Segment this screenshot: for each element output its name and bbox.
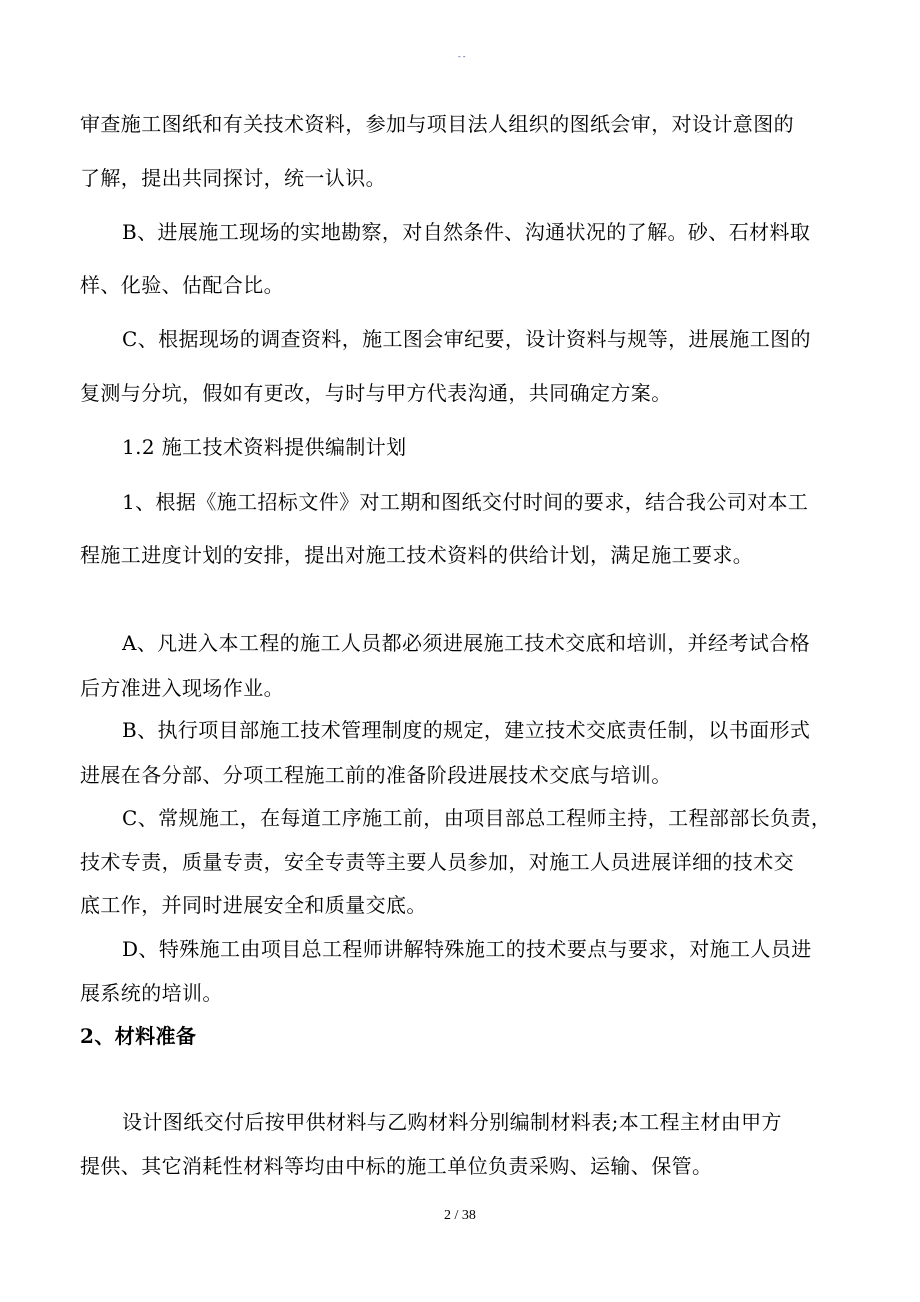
section-subheading: 1.2 施工技术资料提供编制计划 (122, 435, 407, 459)
body-text-line: 底工作，并同时进展安全和质量交底。 (80, 893, 427, 917)
body-text-line: B、执行项目部施工技术管理制度的规定，建立技术交底责任制，以书面形式 (122, 718, 811, 742)
body-text-line: 审查施工图纸和有关技术资料，参加与项目法人组织的图纸会审，对设计意图的 (80, 112, 794, 136)
section-heading: 2、材料准备 (80, 1024, 197, 1048)
body-text-line: 进展在各分部、分项工程施工前的准备阶段进展技术交底与培训。 (80, 763, 672, 787)
body-text-line: 展系统的培训。 (80, 981, 223, 1005)
body-text-line: 设计图纸交付后按甲供材料与乙购材料分别编制材料表;本工程主材由甲方 (122, 1110, 782, 1134)
body-text-line: B、进展施工现场的实地勘察，对自然条件、沟通状况的了解。砂、石材料取 (122, 220, 811, 244)
body-text-line: 了解，提出共同探讨，统一认识。 (80, 166, 386, 190)
body-text-line: C、常规施工，在每道工序施工前，由项目部总工程师主持，工程部部长负责， (122, 806, 832, 830)
body-text-line: 程施工进度计划的安排，提出对施工技术资料的供给计划，满足施工要求。 (80, 543, 754, 567)
body-text-line: 后方准进入现场作业。 (80, 676, 284, 700)
body-text-line: 提供、其它消耗性材料等均由中标的施工单位负责采购、运输、保管。 (80, 1154, 713, 1178)
body-text-line: 1、根据《施工招标文件》对工期和图纸交付时间的要求，结合我公司对本工 (122, 490, 809, 514)
body-text-line: A、凡进入本工程的施工人员都必须进展施工技术交底和培训，并经考试合格 (122, 631, 811, 655)
header-mark: - - (458, 52, 466, 61)
body-text-line: C、根据现场的调查资料，施工图会审纪要，设计资料与规等，进展施工图的 (122, 327, 811, 351)
body-text-line: 技术专责，质量专责，安全专责等主要人员参加，对施工人员进展详细的技术交 (80, 850, 794, 874)
page-number: 2 / 38 (444, 1208, 476, 1223)
body-text-line: D、特殊施工由项目总工程师讲解特殊施工的技术要点与要求，对施工人员进 (122, 937, 812, 961)
body-text-line: 复测与分坑，假如有更改，与时与甲方代表沟通，共同确定方案。 (80, 381, 672, 405)
body-text-line: 样、化验、估配合比。 (80, 273, 284, 297)
